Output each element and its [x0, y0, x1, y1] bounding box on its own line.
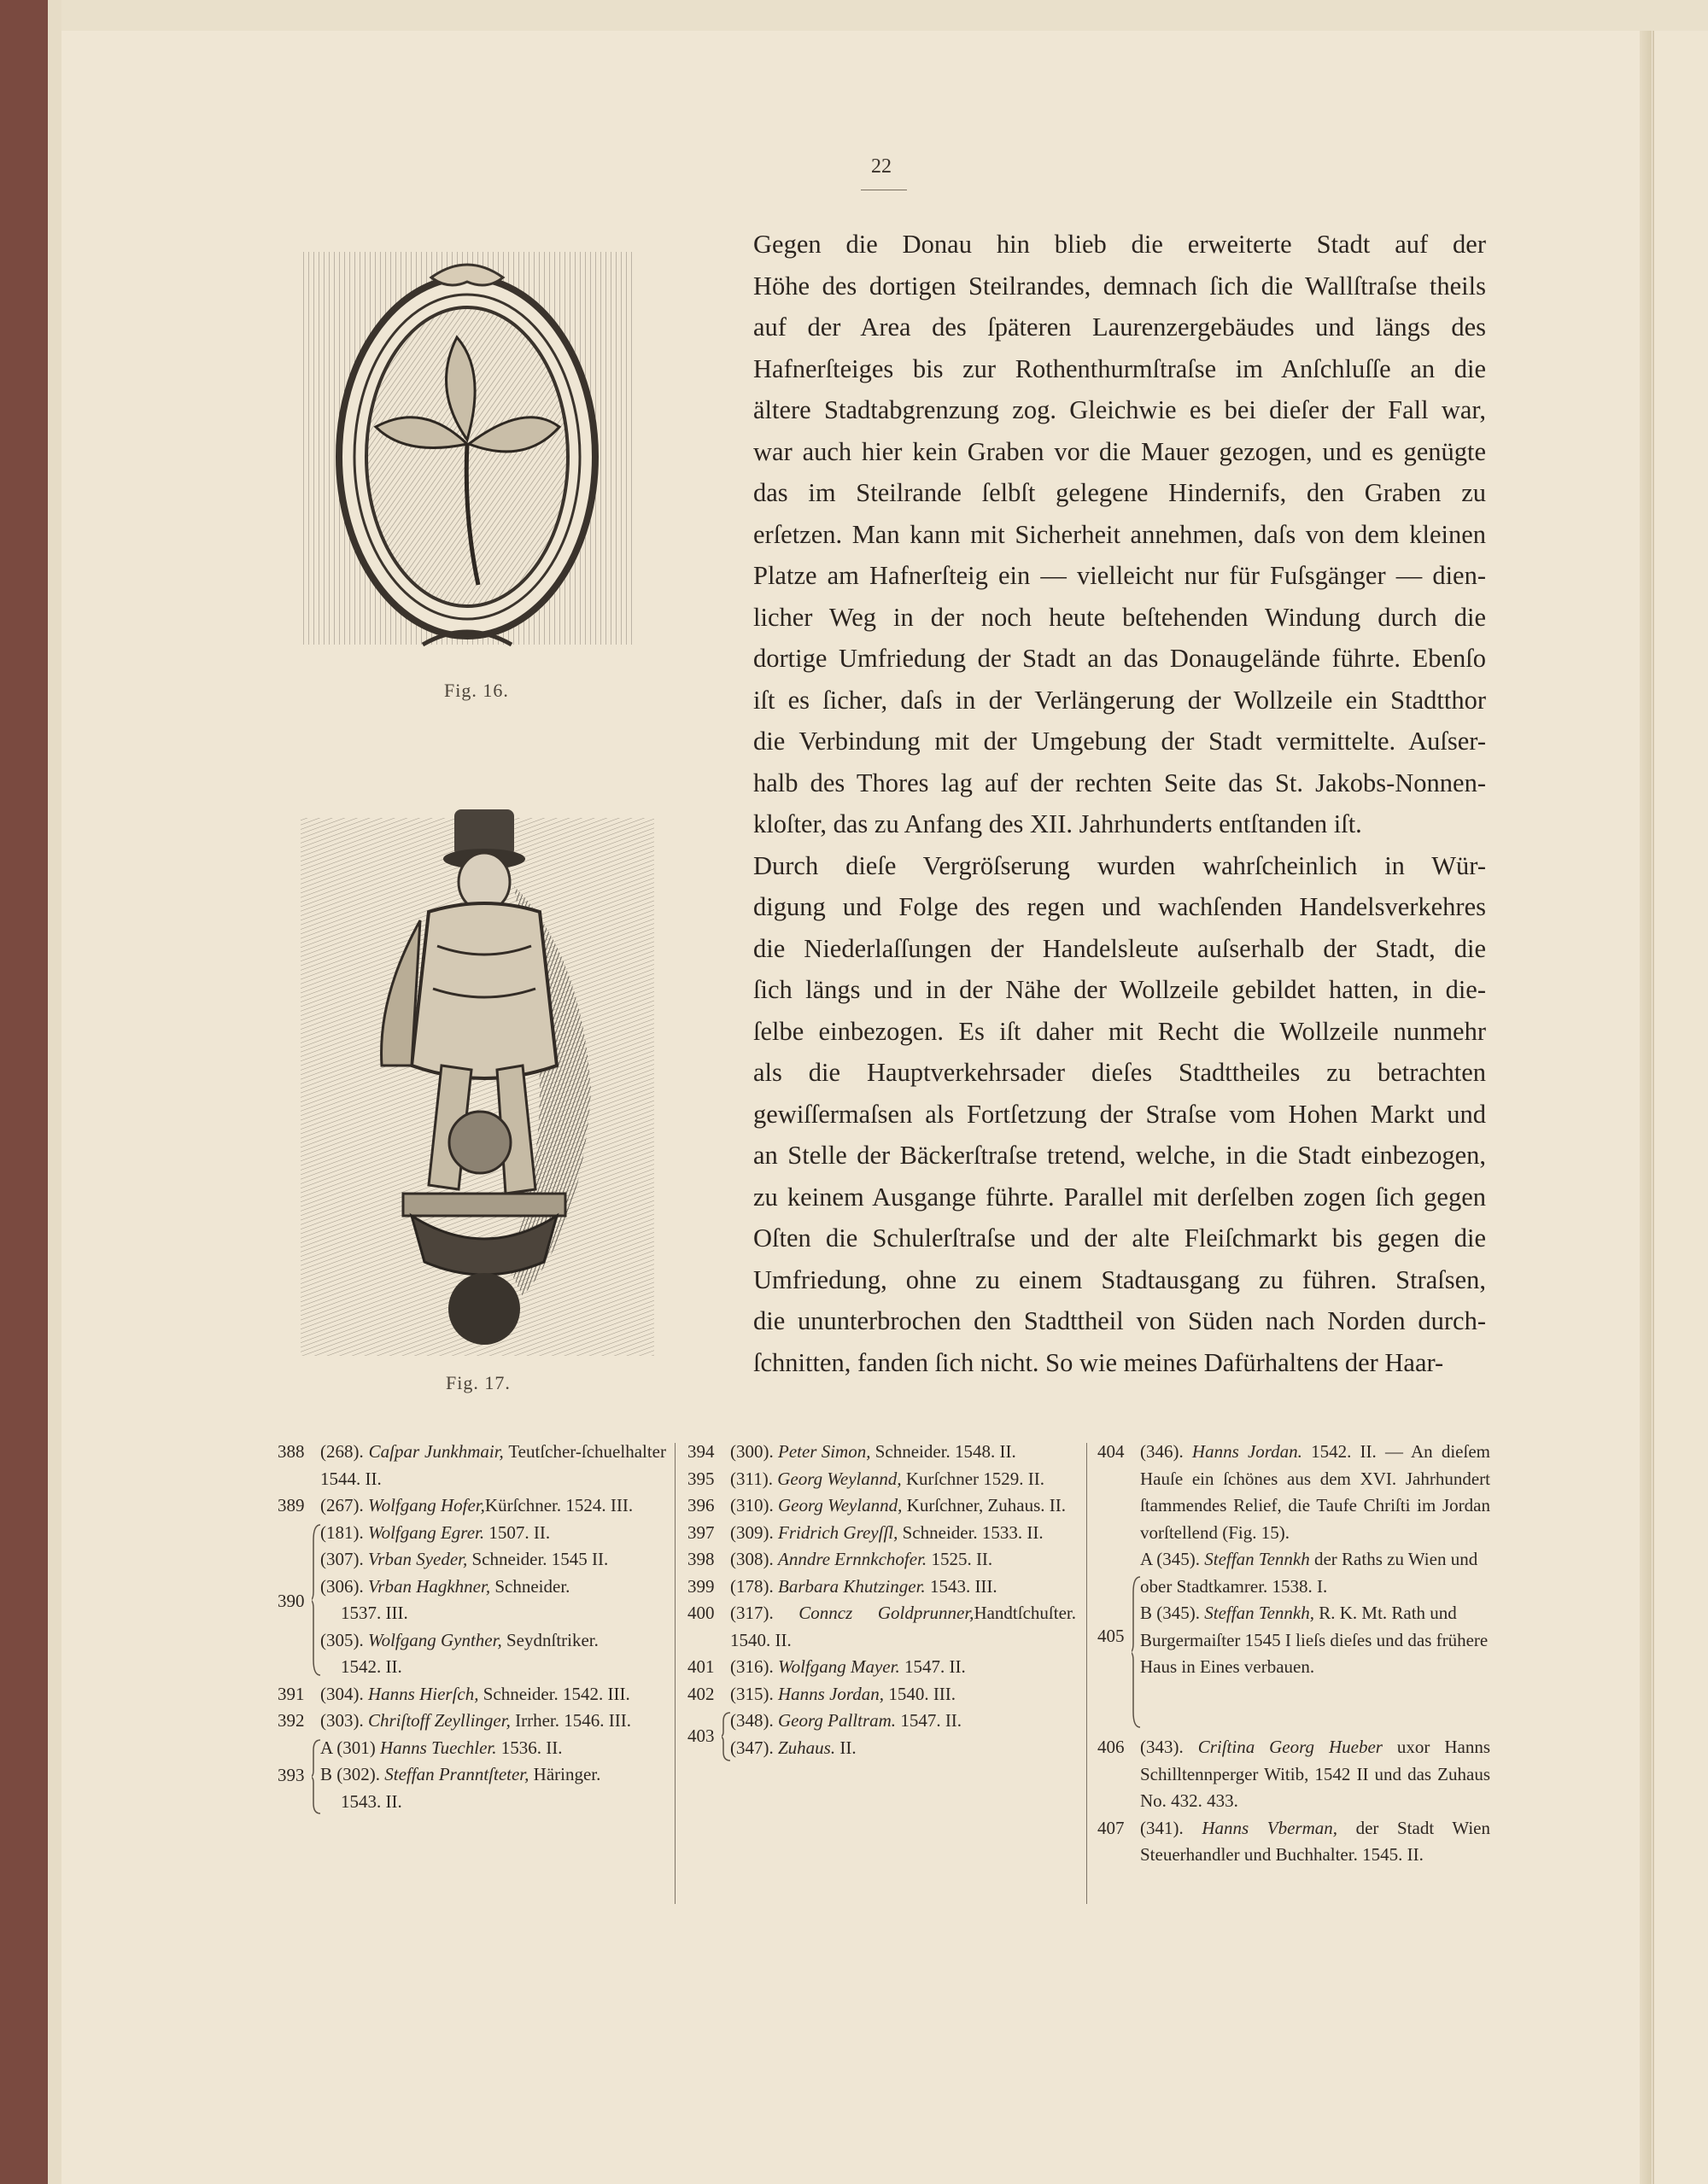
entry-detail: Handtſchuſter. 1540. II.	[730, 1603, 1076, 1650]
entry-name: Fridrich Greyſſl,	[778, 1521, 898, 1543]
brace-icon	[312, 1523, 322, 1677]
entry-detail: 1542. II. — An dieſem Hauſe ein ſchönes aus dem XVI. Jahrhundert ſtammendes Relief, die Taufe Chriſti im Jordan vorſtellend (Fig. 15).	[1140, 1441, 1490, 1543]
book-gutter	[1640, 31, 1652, 2184]
text-line: dortige Umfriedung der Stadt an das Donaugelände führte. Ebenſo	[753, 644, 1486, 673]
entry-number: 395	[687, 1468, 715, 1489]
page-left-margin-edge	[48, 0, 61, 2184]
entry-name: Wolfgang Mayer.	[778, 1656, 900, 1677]
entry-name: Vrban Syeder,	[368, 1549, 468, 1569]
entry-ref: (303).	[320, 1710, 368, 1731]
entry-name: Georg Palltram.	[778, 1710, 897, 1731]
entry-ref: (309).	[730, 1521, 778, 1543]
entry-number: 392	[278, 1710, 305, 1731]
entry-detail: Teutſcher-ſchuelhalter 1544. II.	[320, 1441, 666, 1489]
text-line: Oſten die Schulerſtraſse und der alte Fleiſchmarkt bis gegen die	[753, 1223, 1486, 1253]
entry-detail: 1536. II.	[496, 1737, 563, 1758]
figure-16-label: Fig. 16.	[444, 680, 509, 701]
footnote-entry-406	[1097, 1734, 1490, 1815]
footnote-entry-390	[278, 1520, 666, 1681]
entry-name: Wolfgang Egrer.	[368, 1521, 485, 1543]
footnote-column-3	[1097, 1439, 1490, 1869]
entry-detail: uxor Hanns Schilltennperger Witib, 1542 II und das Zuhaus No. 432. 433.	[1140, 1737, 1490, 1811]
footnote-entry-401	[687, 1654, 1076, 1681]
entry-detail: der Stadt Wien Steuerhandler und Buchhalter. 1545. II.	[1140, 1817, 1490, 1865]
footnote-entry-391	[278, 1681, 666, 1708]
entry-ref: (181).	[320, 1521, 368, 1543]
entry-ref: A (301)	[320, 1737, 380, 1758]
main-text	[675, 224, 1486, 1383]
entry-number: 405	[1097, 1626, 1125, 1646]
entry-detail: 1525. II.	[927, 1549, 993, 1569]
text-line: an Stelle der Bäckerſtraſse tretend, welche, in die Stadt einbezogen,	[753, 1141, 1486, 1170]
entry-name: Georg Weylannd,	[777, 1468, 902, 1489]
entry-name: Vrban Hagkhner,	[368, 1575, 491, 1597]
carved-trefoil-oval-icon	[303, 243, 632, 657]
entry-name: Steffan Pranntſteter,	[384, 1764, 529, 1784]
entry-number: 403	[687, 1726, 715, 1746]
text-line: licher Weg in der noch heute beſtehenden Windung durch die	[753, 602, 1486, 632]
entry-ref: (348).	[730, 1710, 778, 1731]
entry-ref: (178).	[730, 1575, 778, 1597]
entry-continuation: 1542. II.	[341, 1656, 402, 1677]
entry-number: 407	[1097, 1817, 1125, 1838]
text-line: auf der Area des ſpäteren Laurenzergebäudes und längs des	[753, 312, 1486, 342]
entry-detail: Irrher. 1546. III.	[510, 1710, 631, 1731]
entry-number: 404	[1097, 1441, 1125, 1462]
footnote-column-2	[687, 1439, 1076, 1764]
footnote-entry-393	[278, 1735, 666, 1817]
sub-entry	[278, 1574, 666, 1627]
entry-detail: 1543. III.	[925, 1575, 997, 1597]
entry-detail: Kürſchner. 1524. III.	[484, 1495, 634, 1515]
paragraph-1	[675, 224, 1486, 845]
entry-detail: 1547. II.	[899, 1656, 966, 1677]
book-cover-edge	[0, 0, 48, 2184]
entry-detail: Schneider.	[490, 1575, 570, 1597]
entry-detail: Schneider. 1533. II.	[898, 1521, 1044, 1543]
entry-ref: (316).	[730, 1656, 778, 1677]
text-line: kloſter, das zu Anfang des XII. Jahrhunderts entſtanden iſt.	[753, 809, 1362, 838]
entry-number: 398	[687, 1549, 715, 1569]
entry-name: Chriſtoff Zeyllinger,	[368, 1710, 511, 1731]
entry-ref: (343).	[1140, 1737, 1198, 1757]
entry-number: 393	[278, 1764, 305, 1785]
entry-name: Steffan Tennkh,	[1204, 1603, 1314, 1623]
footnote-entry-402	[687, 1681, 1076, 1708]
entry-ref: B (302).	[320, 1764, 385, 1784]
entry-name: Wolfgang Hofer,	[368, 1495, 485, 1515]
entry-ref: (307).	[320, 1549, 368, 1569]
entry-name: Zuhaus.	[778, 1737, 836, 1758]
entry-number: 400	[687, 1603, 715, 1623]
entry-name: Steffan Tennkh	[1204, 1549, 1310, 1569]
footnote-entry-396	[687, 1492, 1076, 1520]
entry-number: 401	[687, 1656, 715, 1677]
entry-detail: Schneider. 1545 II.	[467, 1549, 609, 1569]
footnote-entry-405	[1097, 1546, 1490, 1734]
entry-name: Caſpar Junkhmair,	[368, 1441, 504, 1462]
sub-entry	[1097, 1600, 1490, 1681]
entry-number: 390	[278, 1590, 305, 1611]
text-line: war auch hier kein Graben vor die Mauer gezogen, und es genügte	[753, 436, 1486, 466]
footnote-entry-407	[1097, 1815, 1490, 1869]
entry-number: 406	[1097, 1737, 1125, 1757]
entry-ref: (310).	[730, 1495, 778, 1515]
entry-number: 397	[687, 1521, 715, 1543]
page-number: 22	[871, 155, 892, 178]
sub-entry	[278, 1627, 666, 1681]
entry-detail: 1507. II.	[484, 1521, 551, 1543]
entry-name: Hanns Hierſch,	[368, 1683, 479, 1704]
footnote-entry-398	[687, 1546, 1076, 1574]
brace-icon	[722, 1711, 732, 1762]
entry-name: Anndre Ernnkchofer.	[778, 1549, 927, 1569]
text-line: die Niederlaſſungen der Handelsleute auſserhalb der Stadt, die	[753, 933, 1486, 963]
entry-continuation: 1537. III.	[341, 1603, 408, 1623]
entry-detail: Kurſchner 1529. II.	[901, 1468, 1045, 1489]
entry-ref: (347).	[730, 1737, 778, 1758]
statue-figure-icon	[301, 784, 654, 1366]
entry-name: Barbara Khutzinger.	[778, 1575, 926, 1597]
entry-number: 396	[687, 1495, 715, 1515]
sub-entry	[687, 1735, 1076, 1762]
entry-name: Hanns Jordan,	[778, 1683, 885, 1704]
entry-ref: (311).	[730, 1468, 778, 1489]
entry-ref: (306).	[320, 1575, 368, 1597]
entry-ref: B (345).	[1140, 1603, 1205, 1623]
footnote-entry-394	[687, 1439, 1076, 1466]
entry-detail: Häringer.	[529, 1764, 601, 1784]
entry-detail: Seydnſtriker.	[501, 1629, 599, 1650]
entry-ref: (315).	[730, 1683, 778, 1704]
entry-name: Wolfgang Gynther,	[368, 1629, 502, 1650]
footnote-entry-400	[687, 1600, 1076, 1654]
entry-detail: Schneider. 1542. III.	[478, 1683, 630, 1704]
entry-ref: (305).	[320, 1629, 368, 1650]
text-line: Höhe des dortigen Steilrandes, demnach ſich die Wallſtraſse theils	[753, 271, 1486, 301]
footnote-entry-397	[687, 1520, 1076, 1547]
entry-ref: (308).	[730, 1549, 778, 1569]
text-line: das im Steilrande ſelbſt gelegene Hindernifs, den Graben zu	[753, 478, 1486, 507]
entry-detail: Schneider. 1548. II.	[870, 1441, 1016, 1462]
text-line: erſetzen. Man kann mit Sicherheit annehmen, daſs von dem kleinen	[753, 519, 1486, 549]
sub-entry	[1097, 1546, 1490, 1600]
entry-number: 389	[278, 1495, 305, 1515]
text-line: gewiſſermaſsen als Fortſetzung der Straſse vom Hohen Markt und	[753, 1099, 1486, 1129]
sub-entry	[278, 1520, 666, 1547]
text-line: halb des Thores lag auf der rechten Seite das St. Jakobs-Nonnen-	[753, 768, 1486, 797]
text-line: ſchnitten, fanden ſich nicht. So wie meines Dafürhaltens der Haar-	[753, 1347, 1444, 1377]
text-line: Durch dieſe Vergröſserung wurden wahrſcheinlich in Wür-	[753, 850, 1486, 880]
text-line: zu keinem Ausgange führte. Parallel mit derſelben zogen ſich gegen	[753, 1182, 1486, 1212]
entry-number: 391	[278, 1683, 305, 1704]
text-line: Umfriedung, ohne zu einem Stadtausgang zu führen. Straſsen,	[753, 1264, 1486, 1294]
entry-ref: A (345).	[1140, 1549, 1205, 1569]
entry-detail: Kurſchner, Zuhaus. II.	[902, 1495, 1067, 1515]
footnote-entry-388	[278, 1439, 666, 1492]
facing-page-edge	[1652, 31, 1708, 2184]
footnote-entry-399	[687, 1574, 1076, 1601]
entry-name: Criſtina Georg Hueber	[1197, 1737, 1383, 1757]
entry-detail: R. K. Mt. Rath und Burgermaiſter 1545 I lieſs dieſes und das frühere Haus in Eines verbauen.	[1140, 1603, 1489, 1677]
footnote-entry-403	[687, 1708, 1076, 1764]
text-line: digung und Folge des regen und wachſenden Handelsverkehres	[753, 892, 1486, 921]
entry-name: Hanns Vberman,	[1202, 1817, 1337, 1838]
entry-name: Hanns Tuechler.	[380, 1737, 497, 1758]
entry-detail: 1540. III.	[884, 1683, 956, 1704]
text-line: die ununterbrochen den Stadttheil von Süden nach Norden durch-	[753, 1306, 1486, 1335]
text-line: Hafnerſteiges bis zur Rothenthurmſtraſse im Anſchluſſe an die	[753, 353, 1486, 383]
entry-number: 394	[687, 1441, 715, 1462]
entry-ref: (304).	[320, 1683, 368, 1704]
entry-ref: (317).	[730, 1603, 799, 1623]
footnote-entry-395	[687, 1466, 1076, 1493]
text-line: iſt es ſicher, daſs in der Verlängerung der Wollzeile ein Stadtthor	[753, 685, 1486, 715]
entry-number: 402	[687, 1683, 715, 1704]
paragraph-2	[675, 845, 1486, 1384]
figure-17-label: Fig. 17.	[446, 1372, 511, 1393]
column-divider	[675, 1443, 676, 1904]
footnote-column-1	[278, 1439, 666, 1817]
entry-name: Peter Simon,	[778, 1441, 871, 1462]
sub-entry	[687, 1708, 1076, 1735]
text-line: als die Hauptverkehrsader dieſes Stadttheiles zu betrachten	[753, 1058, 1486, 1087]
sub-entry	[278, 1735, 666, 1762]
text-line: Gegen die Donau hin blieb die erweiterte Stadt auf der	[753, 230, 1486, 259]
entry-name: Conncz Goldprunner,	[798, 1603, 974, 1623]
entry-ref: (341).	[1140, 1817, 1202, 1838]
text-line: die Verbindung mit der Umgebung der Stadt vermittelte. Auſser-	[753, 727, 1486, 756]
text-line: ſelbe einbezogen. Es iſt daher mit Recht die Wollzeile nunmehr	[753, 1016, 1486, 1046]
entry-name: Hanns Jordan.	[1191, 1441, 1302, 1462]
entry-continuation: 1543. II.	[341, 1790, 402, 1812]
entry-number: 399	[687, 1575, 715, 1597]
text-line: ältere Stadtabgrenzung zog. Gleichwie es bei dieſer der Fall war,	[753, 395, 1486, 424]
brace-icon	[312, 1738, 322, 1815]
footnote-entry-404	[1097, 1439, 1490, 1546]
entry-name: Georg Weylannd,	[778, 1495, 903, 1515]
entry-ref: (268).	[320, 1441, 369, 1462]
text-line: ſich längs und in der Nähe der Wollzeile gebildet hatten, in die-	[753, 975, 1486, 1004]
entry-detail: II.	[835, 1737, 857, 1758]
entry-detail: der Raths zu Wien und ober Stadtkamrer. 1538. I.	[1140, 1549, 1478, 1597]
entry-detail: 1547. II.	[896, 1710, 962, 1731]
footnote-entry-389	[278, 1492, 666, 1520]
entry-number: 388	[278, 1441, 305, 1462]
entry-ref: (346).	[1140, 1441, 1192, 1462]
brace-icon	[1132, 1575, 1142, 1729]
column-divider	[1086, 1443, 1087, 1904]
text-line: Platze am Hafnerſteig ein — vielleicht nur für Fuſsgänger — dien-	[753, 561, 1486, 590]
entry-ref: (300).	[730, 1441, 778, 1462]
page-top-edge	[0, 0, 1708, 31]
footnote-entry-392	[278, 1708, 666, 1735]
sub-entry	[278, 1546, 666, 1574]
sub-entry	[278, 1761, 666, 1815]
entry-ref: (267).	[320, 1495, 368, 1515]
